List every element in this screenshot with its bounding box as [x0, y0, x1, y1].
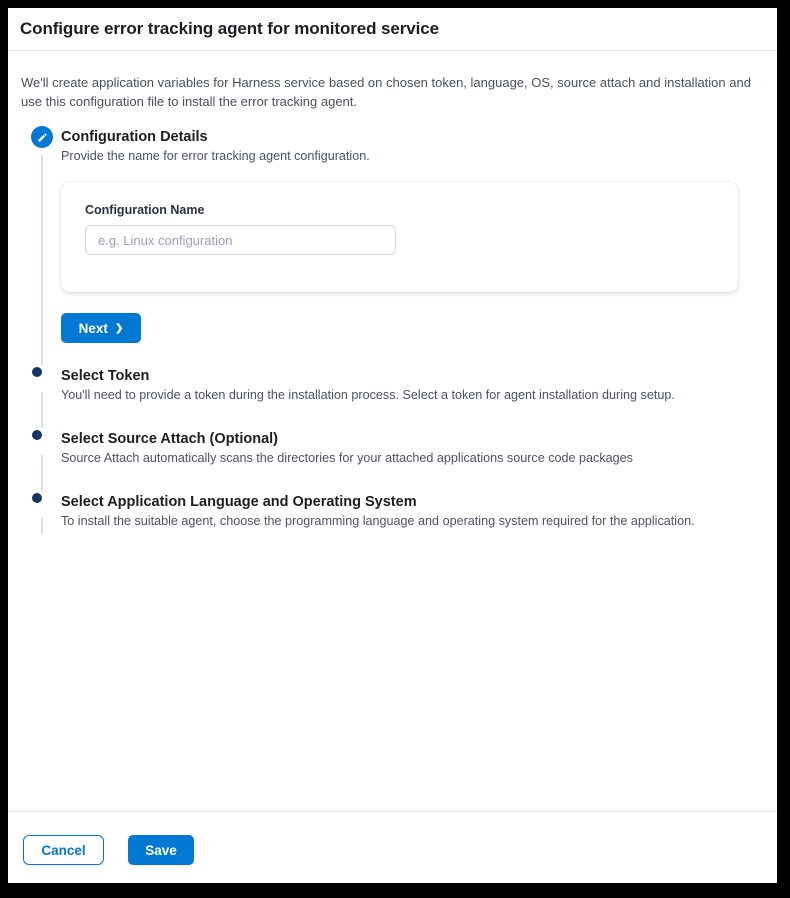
step-subtitle: You'll need to provide a token during the installation process. Select a token for agent installation during setup. — [61, 388, 675, 402]
cancel-button[interactable]: Cancel — [23, 835, 104, 865]
step-title[interactable]: Select Token — [61, 368, 150, 384]
configuration-card — [61, 182, 738, 292]
step-select-source-attach[interactable] — [21, 430, 765, 467]
dialog-body — [8, 51, 777, 811]
step-subtitle: Provide the name for error tracking agent configuration. — [61, 149, 370, 163]
step-circle-icon — [32, 367, 42, 377]
dialog-footer — [8, 811, 777, 883]
configuration-name-label: Configuration Name — [85, 203, 205, 217]
next-button[interactable] — [61, 313, 141, 343]
step-select-token[interactable] — [21, 367, 765, 404]
dialog-header — [8, 8, 777, 51]
pencil-icon — [31, 126, 53, 148]
step-circle-icon — [32, 430, 42, 440]
step-title[interactable]: Select Source Attach (Optional) — [61, 431, 278, 447]
next-button-label: Next — [78, 320, 108, 336]
page-title: Configure error tracking agent for monitored service — [20, 19, 439, 38]
configuration-name-input[interactable] — [85, 225, 396, 255]
intro-description: We'll create application variables for Harness service based on chosen token, language, OS, source attach and installation and use this configuration file to install the error tracking agent. — [21, 75, 751, 109]
step-circle-icon — [32, 493, 42, 503]
step-subtitle: Source Attach automatically scans the directories for your attached applications source code packages — [61, 451, 633, 465]
step-configuration-details[interactable] — [21, 128, 765, 343]
save-button[interactable]: Save — [128, 835, 194, 865]
step-title[interactable]: Configuration Details — [61, 129, 208, 145]
step-title[interactable]: Select Application Language and Operating System — [61, 494, 417, 510]
configure-agent-dialog — [8, 8, 777, 883]
step-select-language-os[interactable] — [21, 493, 765, 530]
chevron-right-icon: ❯ — [114, 322, 124, 334]
step-subtitle: To install the suitable agent, choose the programming language and operating system required for the application. — [61, 514, 695, 528]
